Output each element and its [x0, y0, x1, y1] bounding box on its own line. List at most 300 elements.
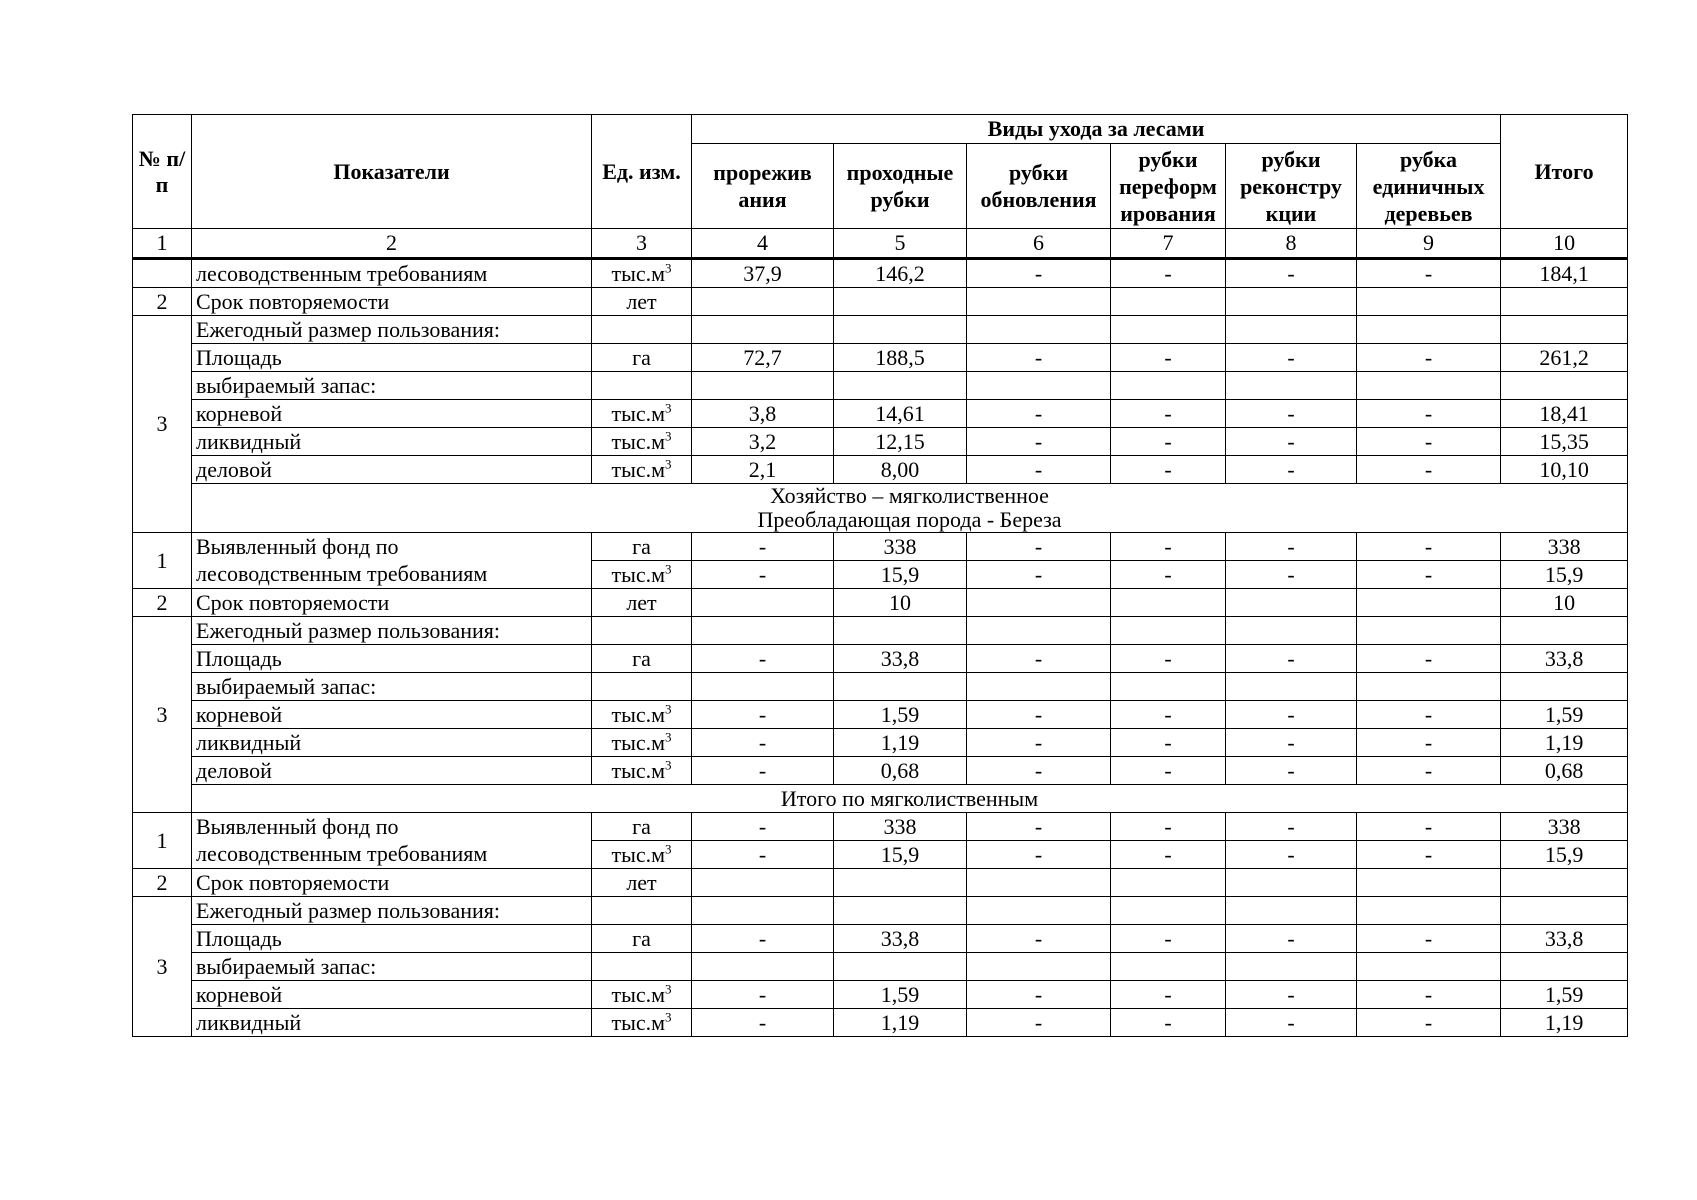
row-number: 3 — [133, 897, 192, 1037]
section-title — [192, 785, 1628, 813]
value-cell — [1226, 897, 1357, 925]
row-label: Площадь — [192, 925, 592, 953]
row-number: 2 — [133, 288, 192, 316]
value-cell — [1226, 589, 1357, 617]
value-cell: - — [1226, 400, 1357, 428]
value-cell — [1226, 617, 1357, 645]
table-row — [133, 673, 1628, 701]
column-number: 4 — [692, 229, 834, 259]
column-number: 2 — [192, 229, 592, 259]
row-label: корневой — [192, 400, 592, 428]
value-cell — [834, 617, 967, 645]
value-cell: - — [1111, 400, 1226, 428]
table-row — [133, 981, 1628, 1009]
value-cell — [1357, 673, 1501, 701]
value-cell: - — [1226, 757, 1357, 785]
table-body — [133, 259, 1628, 1037]
value-cell: - — [967, 1009, 1111, 1037]
value-cell — [834, 316, 967, 344]
unit-cell — [592, 953, 692, 981]
value-cell: 338 — [1501, 533, 1628, 561]
value-cell — [692, 673, 834, 701]
value-cell: 18,41 — [1501, 400, 1628, 428]
value-cell: - — [967, 456, 1111, 484]
unit-cell: лет — [592, 589, 692, 617]
value-cell: - — [1357, 925, 1501, 953]
column-number: 9 — [1357, 229, 1501, 259]
value-cell: - — [1226, 925, 1357, 953]
unit-superscript: 3 — [665, 701, 672, 717]
row-label: Площадь — [192, 645, 592, 673]
value-cell: - — [967, 841, 1111, 869]
value-cell: 14,61 — [834, 400, 967, 428]
value-cell: - — [692, 729, 834, 757]
table-row — [133, 897, 1628, 925]
table-row — [133, 288, 1628, 316]
value-cell: - — [967, 400, 1111, 428]
unit-cell — [592, 316, 692, 344]
value-cell — [692, 316, 834, 344]
value-cell — [1226, 953, 1357, 981]
row-label: лесоводственным требованиям — [192, 841, 592, 869]
value-cell — [1226, 673, 1357, 701]
unit-cell: га — [592, 925, 692, 953]
value-cell: 146,2 — [834, 259, 967, 288]
table-row — [133, 813, 1628, 841]
table-row — [133, 925, 1628, 953]
value-cell — [692, 897, 834, 925]
section-title — [192, 484, 1628, 533]
value-cell — [1501, 617, 1628, 645]
value-cell — [692, 617, 834, 645]
table-row — [133, 533, 1628, 561]
value-cell — [1357, 316, 1501, 344]
value-cell: 12,15 — [834, 428, 967, 456]
value-cell: 338 — [1501, 813, 1628, 841]
value-cell — [1226, 869, 1357, 897]
table-row — [133, 400, 1628, 428]
row-number: 2 — [133, 869, 192, 897]
section-title-line: Итого по мягколиственным — [780, 785, 1039, 811]
value-cell: - — [1357, 259, 1501, 288]
value-cell — [1357, 617, 1501, 645]
value-cell: 15,9 — [834, 561, 967, 589]
unit-text: тыс.м — [611, 561, 666, 587]
value-cell: - — [1111, 533, 1226, 561]
column-number: 8 — [1226, 229, 1357, 259]
value-cell: 15,9 — [834, 841, 967, 869]
value-cell: - — [1111, 757, 1226, 785]
section-title-line: Преобладающая порода - Береза — [757, 507, 1062, 532]
row-label: Ежегодный размер пользования: — [192, 617, 592, 645]
unit-cell — [592, 841, 692, 869]
row-label: Выявленный фонд по — [192, 533, 592, 561]
value-cell: 338 — [834, 813, 967, 841]
value-cell: - — [1226, 259, 1357, 288]
value-cell: - — [1111, 259, 1226, 288]
row-label: выбираемый запас: — [192, 673, 592, 701]
value-cell: 0,68 — [1501, 757, 1628, 785]
unit-cell — [592, 456, 692, 484]
value-cell — [967, 869, 1111, 897]
table-row — [133, 617, 1628, 645]
value-cell: - — [1111, 456, 1226, 484]
value-cell — [834, 953, 967, 981]
value-cell: 10 — [1501, 589, 1628, 617]
header-type: рубки обновления — [967, 144, 1111, 229]
value-cell: - — [1226, 981, 1357, 1009]
value-cell: - — [692, 841, 834, 869]
table-row — [133, 841, 1628, 869]
column-number: 10 — [1501, 229, 1628, 259]
value-cell: 3,8 — [692, 400, 834, 428]
forest-care-table — [132, 114, 1628, 1037]
unit-cell: лет — [592, 288, 692, 316]
value-cell — [1357, 372, 1501, 400]
value-cell — [1111, 288, 1226, 316]
unit-text: тыс.м — [611, 757, 666, 783]
row-label: деловой — [192, 456, 592, 484]
value-cell: 15,9 — [1501, 561, 1628, 589]
header-type: проходные рубки — [834, 144, 967, 229]
value-cell: - — [1226, 533, 1357, 561]
value-cell — [1111, 897, 1226, 925]
unit-superscript: 3 — [665, 1009, 672, 1025]
value-cell: - — [1357, 813, 1501, 841]
value-cell: 33,8 — [1501, 925, 1628, 953]
header-group: Виды ухода за лесами — [692, 115, 1501, 144]
unit-text: тыс.м — [611, 260, 666, 286]
unit-cell — [592, 259, 692, 288]
value-cell: - — [967, 757, 1111, 785]
value-cell — [1501, 897, 1628, 925]
unit-text: тыс.м — [611, 456, 666, 482]
value-cell — [1501, 869, 1628, 897]
value-cell: - — [692, 645, 834, 673]
value-cell — [834, 673, 967, 701]
value-cell — [1357, 589, 1501, 617]
value-cell — [1357, 897, 1501, 925]
row-number: 2 — [133, 589, 192, 617]
value-cell — [1501, 372, 1628, 400]
value-cell: - — [967, 701, 1111, 729]
value-cell: - — [967, 344, 1111, 372]
table-row — [133, 869, 1628, 897]
value-cell — [692, 869, 834, 897]
unit-cell — [592, 372, 692, 400]
value-cell: - — [1357, 645, 1501, 673]
value-cell: 33,8 — [834, 645, 967, 673]
value-cell: - — [1357, 841, 1501, 869]
value-cell — [967, 589, 1111, 617]
row-number: 3 — [133, 617, 192, 813]
value-cell: - — [967, 259, 1111, 288]
value-cell: 10,10 — [1501, 456, 1628, 484]
row-label: Срок повторяемости — [192, 288, 592, 316]
value-cell: 3,2 — [692, 428, 834, 456]
unit-cell: лет — [592, 869, 692, 897]
value-cell: - — [1111, 841, 1226, 869]
value-cell — [692, 288, 834, 316]
value-cell: 33,8 — [834, 925, 967, 953]
value-cell: - — [1111, 729, 1226, 757]
unit-superscript: 3 — [665, 757, 672, 773]
unit-text: тыс.м — [611, 701, 666, 727]
value-cell: - — [1111, 344, 1226, 372]
table-row — [133, 953, 1628, 981]
value-cell — [1226, 372, 1357, 400]
value-cell — [967, 316, 1111, 344]
value-cell — [1501, 316, 1628, 344]
value-cell: - — [967, 428, 1111, 456]
unit-text: тыс.м — [611, 428, 666, 454]
value-cell: - — [967, 925, 1111, 953]
value-cell: - — [1357, 533, 1501, 561]
value-cell: 1,59 — [1501, 981, 1628, 1009]
value-cell: - — [1226, 645, 1357, 673]
value-cell: - — [1357, 701, 1501, 729]
value-cell: - — [967, 981, 1111, 1009]
value-cell: - — [967, 533, 1111, 561]
value-cell: - — [967, 645, 1111, 673]
unit-cell: га — [592, 533, 692, 561]
value-cell: 1,59 — [834, 701, 967, 729]
value-cell — [1226, 288, 1357, 316]
header-type: рубки реконстру кции — [1226, 144, 1357, 229]
value-cell — [1111, 617, 1226, 645]
unit-cell — [592, 561, 692, 589]
table-row — [133, 757, 1628, 785]
value-cell — [692, 589, 834, 617]
header-type: рубки переформ ирования — [1111, 144, 1226, 229]
table-row — [133, 645, 1628, 673]
section-title-line: Хозяйство – мягколиственное — [770, 483, 1049, 508]
unit-superscript: 3 — [665, 428, 672, 444]
value-cell — [967, 617, 1111, 645]
unit-text: тыс.м — [611, 1009, 666, 1035]
value-cell: - — [1357, 456, 1501, 484]
value-cell — [834, 372, 967, 400]
value-cell: 10 — [834, 589, 967, 617]
column-number-row — [133, 229, 1628, 259]
value-cell — [692, 372, 834, 400]
value-cell — [834, 288, 967, 316]
unit-cell — [592, 897, 692, 925]
value-cell: - — [967, 729, 1111, 757]
value-cell — [1111, 673, 1226, 701]
table-row — [133, 259, 1628, 288]
header-total: Итого — [1501, 115, 1628, 229]
value-cell: 1,19 — [834, 729, 967, 757]
value-cell: - — [692, 757, 834, 785]
section-header-row — [133, 484, 1628, 533]
table-row — [133, 428, 1628, 456]
unit-cell — [592, 673, 692, 701]
value-cell: 72,7 — [692, 344, 834, 372]
value-cell: 1,19 — [1501, 1009, 1628, 1037]
value-cell: - — [1111, 428, 1226, 456]
table-row — [133, 1009, 1628, 1037]
unit-superscript: 3 — [665, 260, 672, 276]
unit-cell — [592, 428, 692, 456]
value-cell: - — [1226, 1009, 1357, 1037]
value-cell — [834, 897, 967, 925]
value-cell: - — [1357, 981, 1501, 1009]
value-cell — [967, 897, 1111, 925]
value-cell: 8,00 — [834, 456, 967, 484]
value-cell: - — [1357, 344, 1501, 372]
unit-superscript: 3 — [665, 729, 672, 745]
value-cell: - — [692, 981, 834, 1009]
document-page — [132, 114, 1627, 1037]
value-cell: 261,2 — [1501, 344, 1628, 372]
row-label: Ежегодный размер пользования: — [192, 316, 592, 344]
value-cell — [1111, 316, 1226, 344]
value-cell — [1357, 953, 1501, 981]
row-label: корневой — [192, 981, 592, 1009]
row-label: Ежегодный размер пользования: — [192, 897, 592, 925]
value-cell: 188,5 — [834, 344, 967, 372]
header-type: прорежив ания — [692, 144, 834, 229]
unit-superscript: 3 — [665, 561, 672, 577]
value-cell — [1226, 316, 1357, 344]
value-cell: 0,68 — [834, 757, 967, 785]
header-type: рубка единичных деревьев — [1357, 144, 1501, 229]
value-cell — [1357, 869, 1501, 897]
table-row — [133, 561, 1628, 589]
row-label: ликвидный — [192, 729, 592, 757]
row-number: 3 — [133, 316, 192, 533]
row-label: Срок повторяемости — [192, 589, 592, 617]
value-cell — [1357, 288, 1501, 316]
value-cell: - — [1357, 1009, 1501, 1037]
table-row — [133, 372, 1628, 400]
table-row — [133, 456, 1628, 484]
value-cell: - — [692, 561, 834, 589]
value-cell: - — [1357, 561, 1501, 589]
value-cell — [1111, 372, 1226, 400]
value-cell: - — [1226, 813, 1357, 841]
header-indicators: Показатели — [192, 115, 592, 229]
value-cell: - — [1111, 813, 1226, 841]
row-label: ликвидный — [192, 1009, 592, 1037]
unit-text: тыс.м — [611, 981, 666, 1007]
value-cell: - — [1226, 456, 1357, 484]
value-cell: - — [1226, 428, 1357, 456]
value-cell: 15,9 — [1501, 841, 1628, 869]
unit-cell: га — [592, 344, 692, 372]
value-cell: 37,9 — [692, 259, 834, 288]
value-cell: 184,1 — [1501, 259, 1628, 288]
section-header-row — [133, 785, 1628, 813]
unit-superscript: 3 — [665, 400, 672, 416]
value-cell: - — [692, 925, 834, 953]
value-cell — [834, 869, 967, 897]
row-label: выбираемый запас: — [192, 372, 592, 400]
unit-superscript: 3 — [665, 456, 672, 472]
row-label: Срок повторяемости — [192, 869, 592, 897]
table-row — [133, 344, 1628, 372]
row-label: Площадь — [192, 344, 592, 372]
value-cell: 1,59 — [1501, 701, 1628, 729]
value-cell: 15,35 — [1501, 428, 1628, 456]
unit-text: тыс.м — [611, 400, 666, 426]
value-cell — [1111, 869, 1226, 897]
row-number: 1 — [133, 533, 192, 589]
column-number: 3 — [592, 229, 692, 259]
value-cell: 338 — [834, 533, 967, 561]
value-cell — [967, 372, 1111, 400]
value-cell: - — [692, 1009, 834, 1037]
value-cell: - — [692, 813, 834, 841]
value-cell: - — [692, 533, 834, 561]
row-label: выбираемый запас: — [192, 953, 592, 981]
unit-cell — [592, 400, 692, 428]
value-cell — [1111, 953, 1226, 981]
unit-cell — [592, 729, 692, 757]
value-cell: - — [1226, 841, 1357, 869]
value-cell — [967, 288, 1111, 316]
column-number: 5 — [834, 229, 967, 259]
value-cell: - — [1111, 981, 1226, 1009]
row-label: лесоводственным требованиям — [192, 561, 592, 589]
value-cell — [1501, 673, 1628, 701]
column-number: 7 — [1111, 229, 1226, 259]
table-row — [133, 701, 1628, 729]
row-label: корневой — [192, 701, 592, 729]
unit-superscript: 3 — [665, 981, 672, 997]
value-cell: - — [1226, 344, 1357, 372]
value-cell: 1,19 — [1501, 729, 1628, 757]
value-cell: - — [1357, 428, 1501, 456]
unit-superscript: 3 — [665, 841, 672, 857]
value-cell: 33,8 — [1501, 645, 1628, 673]
value-cell: - — [1111, 925, 1226, 953]
value-cell: - — [967, 813, 1111, 841]
row-number — [133, 259, 192, 288]
value-cell: - — [1226, 701, 1357, 729]
table-row — [133, 316, 1628, 344]
value-cell: 1,59 — [834, 981, 967, 1009]
header-unit: Ед. изм. — [592, 115, 692, 229]
unit-cell — [592, 701, 692, 729]
value-cell — [967, 673, 1111, 701]
row-number: 1 — [133, 813, 192, 869]
unit-text: тыс.м — [611, 841, 666, 867]
value-cell: - — [692, 701, 834, 729]
value-cell: - — [1111, 1009, 1226, 1037]
row-label: деловой — [192, 757, 592, 785]
table-row — [133, 729, 1628, 757]
unit-cell: га — [592, 645, 692, 673]
unit-cell — [592, 757, 692, 785]
column-number: 6 — [967, 229, 1111, 259]
value-cell: - — [1111, 701, 1226, 729]
value-cell — [1501, 288, 1628, 316]
row-label: Выявленный фонд по — [192, 813, 592, 841]
header-num: № п/п — [133, 115, 192, 229]
unit-cell: га — [592, 813, 692, 841]
value-cell — [692, 953, 834, 981]
column-number: 1 — [133, 229, 192, 259]
value-cell: - — [1226, 561, 1357, 589]
value-cell: - — [967, 561, 1111, 589]
value-cell: - — [1111, 645, 1226, 673]
value-cell — [1111, 589, 1226, 617]
unit-cell — [592, 617, 692, 645]
value-cell — [967, 953, 1111, 981]
table-row — [133, 589, 1628, 617]
